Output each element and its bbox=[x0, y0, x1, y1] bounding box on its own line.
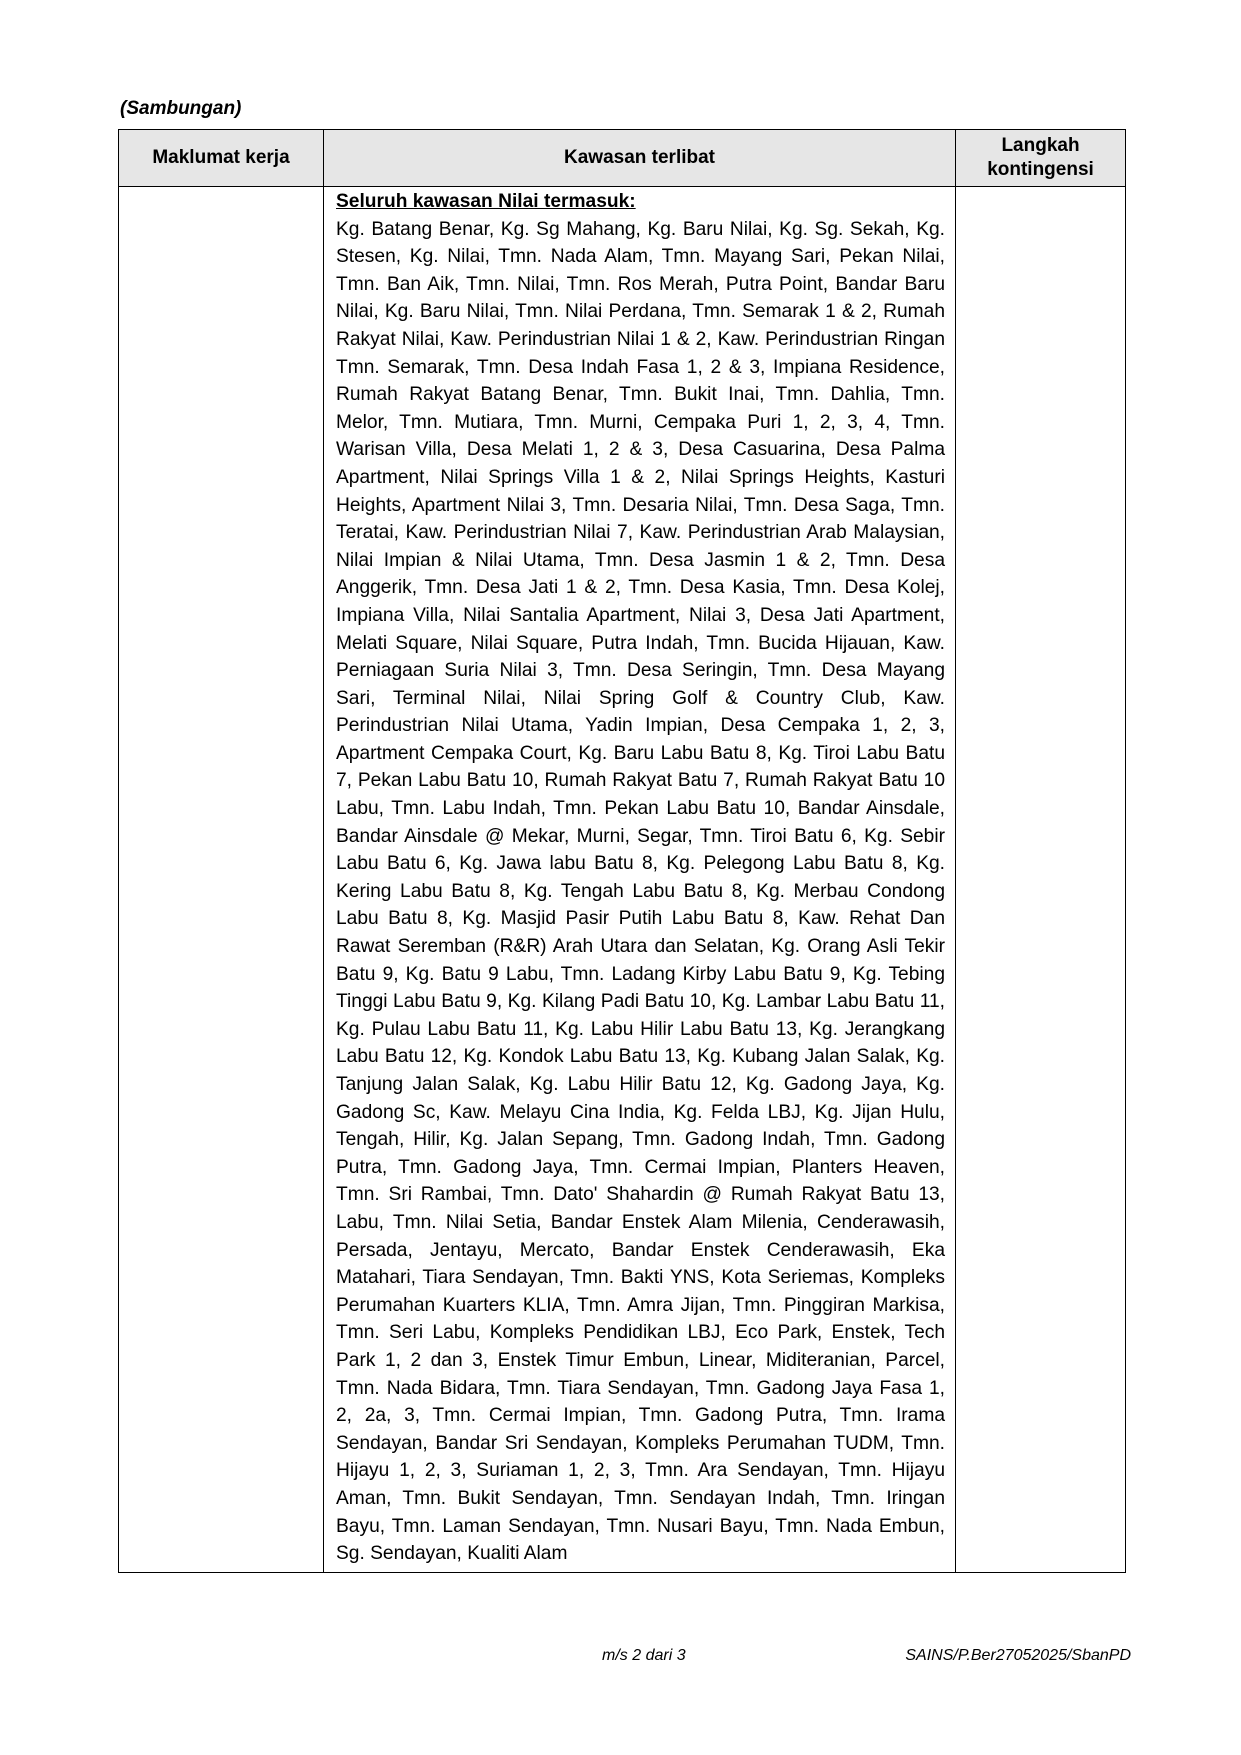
table-header-row bbox=[119, 130, 1126, 187]
contingency-cell bbox=[956, 187, 1126, 1573]
table-row bbox=[119, 187, 1126, 1573]
header-contingency: Langkah kontingensi bbox=[956, 130, 1126, 187]
header-work-info: Maklumat kerja bbox=[119, 130, 324, 187]
header-affected-area: Kawasan terlibat bbox=[324, 130, 956, 187]
area-heading: Seluruh kawasan Nilai termasuk: bbox=[336, 191, 636, 212]
continued-label: (Sambungan) bbox=[120, 98, 242, 119]
affected-area-cell bbox=[324, 187, 956, 1573]
page-number: m/s 2 dari 3 bbox=[602, 1647, 686, 1664]
work-info-cell bbox=[119, 187, 324, 1573]
document-reference: SAINS/P.Ber27052025/SbanPD bbox=[905, 1647, 1131, 1664]
disruption-table bbox=[118, 129, 1126, 1573]
area-list-text: Kg. Batang Benar, Kg. Sg Mahang, Kg. Baru Nilai, Kg. Sg. Sekah, Kg. Stesen, Kg. Nilai, Tmn. Nada Alam, Tmn. Mayang Sari, Pekan Nilai, Tmn. Ban Aik, Tmn. Nilai, Tmn. Ros Merah, Putra Point, Bandar Baru Nilai, Kg. Baru Nilai, Tmn. Nilai Perdana, Tmn. Semarak 1 & 2, Rumah Rakyat Nilai, Kaw. Perindustrian Nilai 1 & 2, Kaw. Perindustrian Ringan Tmn. Semarak, Tmn. Desa Indah Fasa 1, 2 & 3, Impiana Residence, Rumah Rakyat Batang Benar, Tmn. Bukit Inai, Tmn. Dahlia, Tmn. Melor, Tmn. Mutiara, Tmn. Murni, Cempaka Puri 1, 2, 3, 4, Tmn. Warisan Villa, Desa Melati 1, 2 & 3, Desa Casuarina, Desa Palma Apartment, Nilai Springs Villa 1 & 2, Nilai Springs Heights, Kasturi Heights, Apartment Nilai 3, Tmn. Desaria Nilai, Tmn. Desa Saga, Tmn. Teratai, Kaw. Perindustrian Nilai 7, Kaw. Perindustrian Arab Malaysian, Nilai Impian & Nilai Utama, Tmn. Desa Jasmin 1 & 2, Tmn. Desa Anggerik, Tmn. Desa Jati 1 & 2, Tmn. Desa Kasia, Tmn. Desa Kolej, Impiana Villa, Nilai Santalia Apartment, Nilai 3, Desa Jati Apartment, Melati Square, Nilai Square, Putra Indah, Tmn. Bucida Hijauan, Kaw. Perniagaan Suria Nilai 3, Tmn. Desa Seringin, Tmn. Desa Mayang Sari, Terminal Nilai, Nilai Spring Golf & Country Club, Kaw. Perindustrian Nilai Utama, Yadin Impian, Desa Cempaka 1, 2, 3, Apartment Cempaka Court, Kg. Baru Labu Batu 8, Kg. Tiroi Labu Batu 7, Pekan Labu Batu 10, Rumah Rakyat Batu 7, Rumah Rakyat Batu 10 Labu, Tmn. Labu Indah, Tmn. Pekan Labu Batu 10, Bandar Ainsdale, Bandar Ainsdale @ Mekar, Murni, Segar, Tmn. Tiroi Batu 6, Kg. Sebir Labu Batu 6, Kg. Jawa labu Batu 8, Kg. Pelegong Labu Batu 8, Kg. Kering Labu Batu 8, Kg. Tengah Labu Batu 8, Kg. Merbau Condong Labu Batu 8, Kg. Masjid Pasir Putih Labu Batu 8, Kaw. Rehat Dan Rawat Seremban (R&R) Arah Utara dan Selatan, Kg. Orang Asli Tekir Batu 9, Kg. Batu 9 Labu, Tmn. Ladang Kirby Labu Batu 9, Kg. Tebing Tinggi Labu Batu 9, Kg. Kilang Padi Batu 10, Kg. Lambar Labu Batu 11, Kg. Pulau Labu Batu 11, Kg. Labu Hilir Labu Batu 13, Kg. Jerangkang Labu Batu 12, Kg. Kondok Labu Batu 13, Kg. Kubang Jalan Salak, Kg. Tanjung Jalan Salak, Kg. Labu Hilir Batu 12, Kg. Gadong Jaya, Kg. Gadong Sc, Kaw. Melayu Cina India, Kg. Felda LBJ, Kg. Jijan Hulu, Tengah, Hilir, Kg. Jalan Sepang, Tmn. Gadong Indah, Tmn. Gadong Putra, Tmn. Gadong Jaya, Tmn. Cermai Impian, Planters Heaven, Tmn. Sri Rambai, Tmn. Dato' Shahardin @ Rumah Rakyat Batu 13, Labu, Tmn. Nilai Setia, Bandar Enstek Alam Milenia, Cenderawasih, Persada, Jentayu, Mercato, Bandar Enstek Cenderawasih, Eka Matahari, Tiara Sendayan, Tmn. Bakti YNS, Kota Seriemas, Kompleks Perumahan Kuarters KLIA, Tmn. Amra Jijan, Tmn. Pinggiran Markisa, Tmn. Seri Labu, Kompleks Pendidikan LBJ, Eco Park, Enstek, Tech Park 1, 2 dan 3, Enstek Timur Embun, Linear, Miditeranian, Parcel, Tmn. Nada Bidara, Tmn. Tiara Sendayan, Tmn. Gadong Jaya Fasa 1, 2, 2a, 3, Tmn. Cermai Impian, Tmn. Gadong Putra, Tmn. Irama Sendayan, Bandar Sri Sendayan, Kompleks Perumahan TUDM, Tmn. Hijayu 1, 2, 3, Suriaman 1, 2, 3, Tmn. Ara Sendayan, Tmn. Hijayu Aman, Tmn. Bukit Sendayan, Tmn. Sendayan Indah, Tmn. Iringan Bayu, Tmn. Laman Sendayan, Tmn. Nusari Bayu, Tmn. Nada Embun, Sg. Sendayan, Kualiti Alam bbox=[336, 218, 945, 1565]
